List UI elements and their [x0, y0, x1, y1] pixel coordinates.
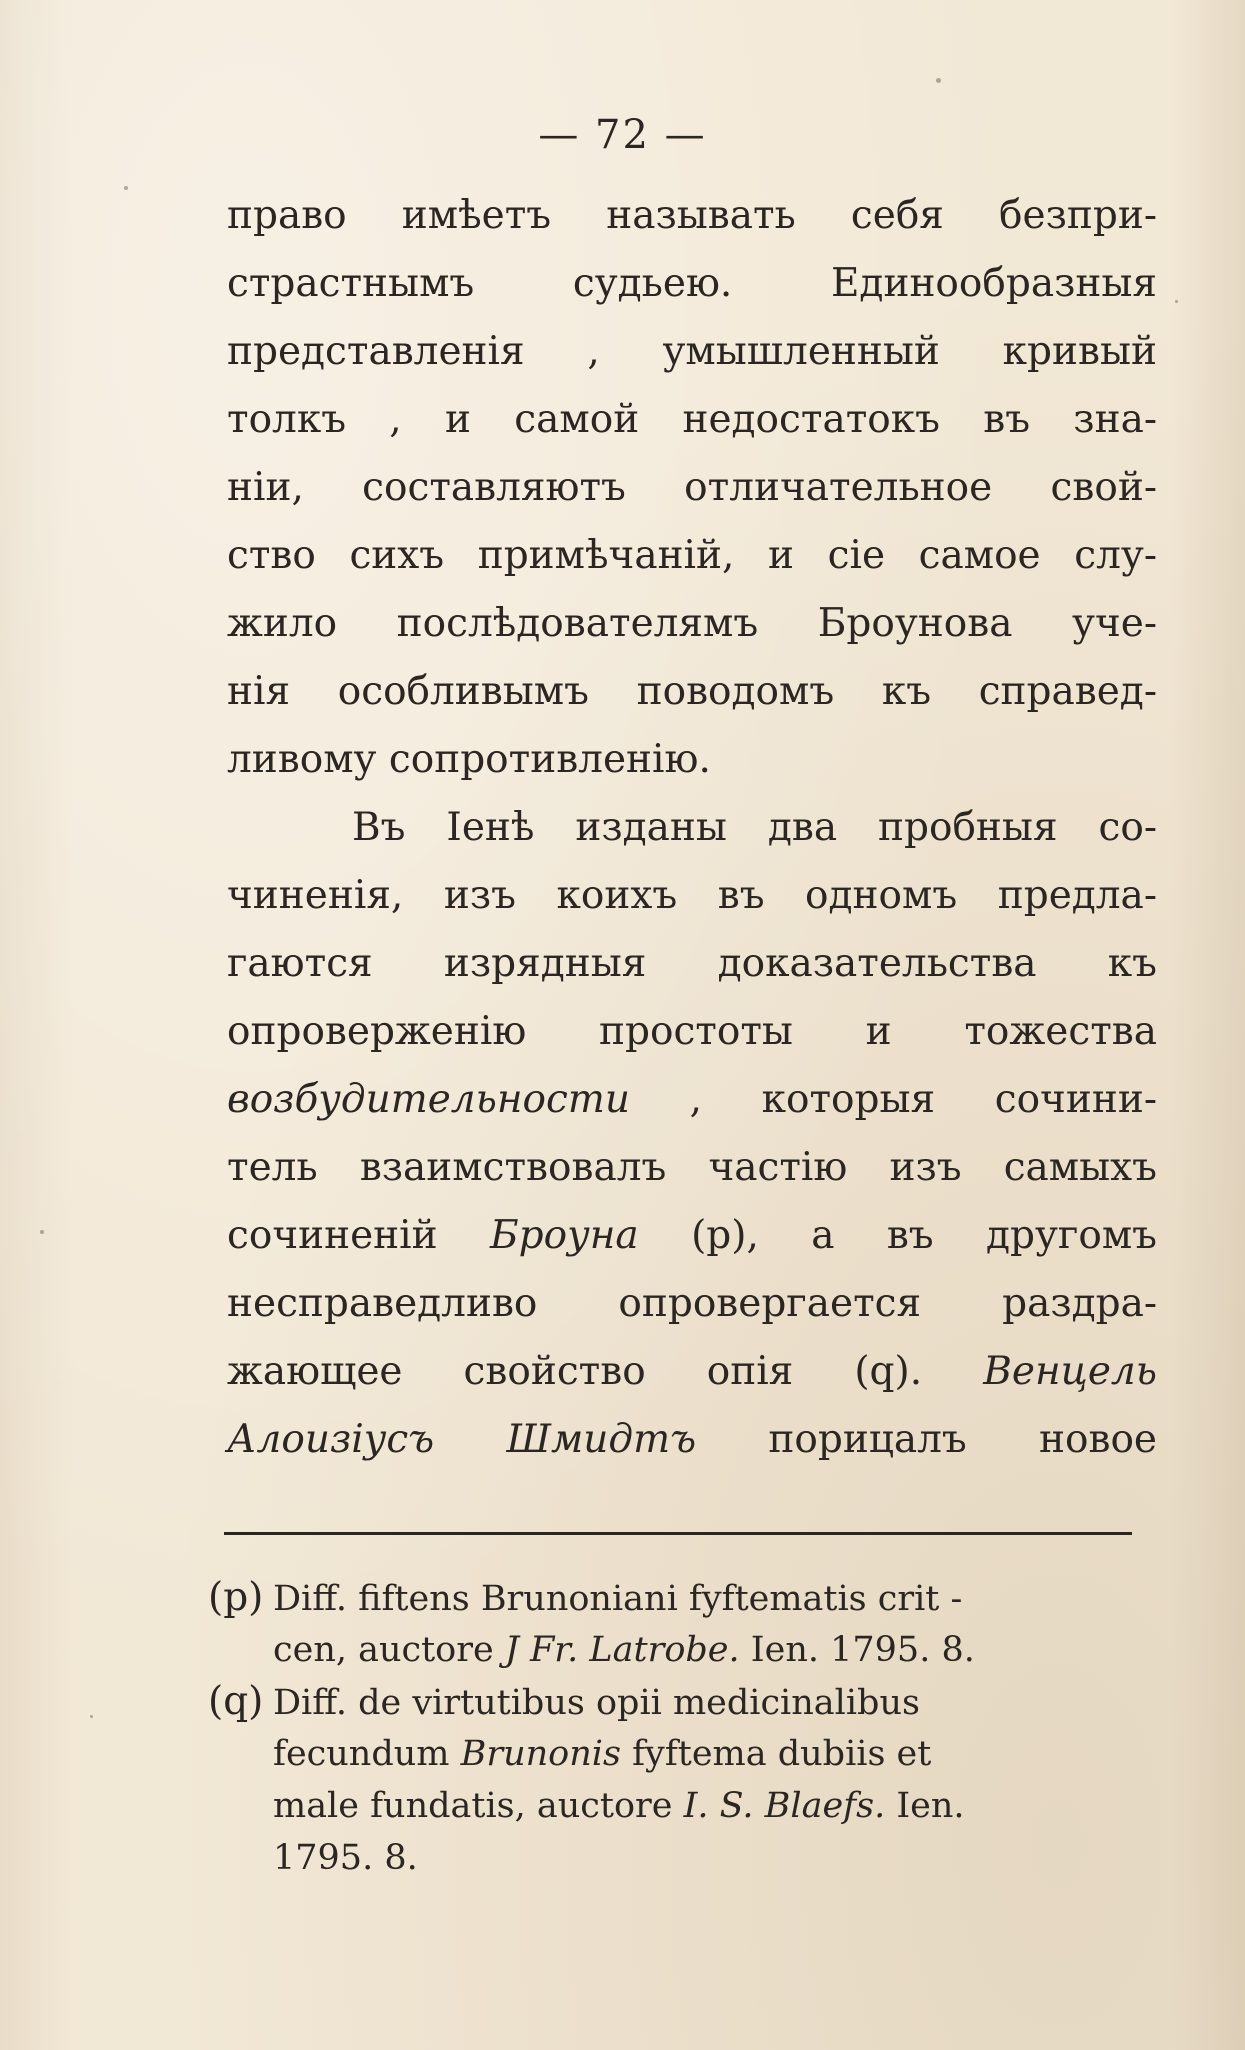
text-line: право имѣетъ называть себя безпри- — [227, 193, 1157, 238]
text-line: ство сихъ примѣчаній, и сіе самое слу- — [227, 533, 1157, 578]
text-fragment: жающее свойство опія (q). — [227, 1349, 923, 1394]
paper-speck — [90, 1715, 93, 1718]
footnote-line — [208, 1728, 1126, 1780]
footnote-author: I. S. Blaefs. — [683, 1786, 886, 1826]
text-line: ливому сопротивленію. — [227, 737, 711, 782]
text-fragment: , которыя — [629, 1077, 995, 1122]
footnote-text: Ien. 1795. 8. — [750, 1630, 975, 1670]
paper-speck — [1175, 300, 1178, 303]
footnote-text: Diff. fiftens Brunoniani fyftematis crit - — [273, 1579, 963, 1619]
text-fragment: сочини- — [994, 1077, 1157, 1122]
text-line: Въ Іенѣ изданы два пробныя со- — [352, 805, 1157, 850]
footnote-text: 1795. 8. — [273, 1838, 418, 1878]
footnote-mark: (q) — [208, 1679, 264, 1724]
footnote-line — [208, 1676, 1126, 1728]
italic-term: возбудительности — [227, 1077, 630, 1122]
italic-name: Броуна — [490, 1213, 639, 1258]
footnote-author: J Fr. Latrobe. — [504, 1630, 740, 1670]
text-line: несправедливо опровергается раздра- — [227, 1281, 1157, 1326]
text-line: гаются изрядныя доказательства къ — [227, 941, 1157, 986]
footnote-line — [208, 1572, 1126, 1624]
text-line: нія особливымъ поводомъ къ справед- — [227, 669, 1157, 714]
text-line: чиненія, изъ коихъ въ одномъ предла- — [227, 873, 1157, 918]
footnote-text: male fundatis, auctore — [273, 1786, 673, 1826]
footnote-line — [208, 1832, 1126, 1884]
footnote-text: cen, auctore — [273, 1630, 494, 1670]
text-line: толкъ , и самой недостатокъ въ зна- — [227, 397, 1157, 442]
footnote-line — [208, 1780, 1126, 1832]
footnote-text: Ien. — [896, 1786, 965, 1826]
text-fragment: (р), а въ другомъ — [691, 1213, 1157, 1258]
footnote-text: fyftema dubiis et — [632, 1734, 932, 1774]
text-line: представленія , умышленный кривый — [227, 329, 1157, 374]
page-number: — 72 — — [538, 112, 707, 158]
italic-name: Венцель — [983, 1349, 1157, 1394]
text-fragment: сочиненій — [227, 1213, 438, 1258]
text-line-mixed — [227, 1338, 1157, 1406]
paper-speck — [40, 1230, 44, 1234]
footnote-divider — [224, 1532, 1132, 1535]
text-line-mixed — [227, 1202, 1157, 1270]
paper-speck — [124, 186, 128, 190]
body-text — [227, 182, 1157, 1474]
text-fragment: порицалъ новое — [768, 1417, 1157, 1462]
text-line: страстнымъ судьею. Единообразныя — [227, 261, 1157, 306]
footnote-name: Brunonis — [460, 1734, 621, 1774]
footnote-line — [208, 1624, 1126, 1676]
text-line: жило послѣдователямъ Броунова уче- — [227, 601, 1157, 646]
italic-name: Шмидтъ — [506, 1417, 697, 1462]
text-line: опроверженію простоты и тожества — [227, 1009, 1157, 1054]
text-line-mixed — [227, 1066, 1157, 1134]
footnotes — [208, 1572, 1126, 1884]
text-line-mixed — [227, 1406, 1157, 1474]
footnote-text: fecundum — [273, 1734, 450, 1774]
paper-speck — [936, 78, 941, 83]
text-line: тель взаимствовалъ частію изъ самыхъ — [227, 1145, 1157, 1190]
footnote-text: Diff. de virtutibus opii medicinalibus — [273, 1683, 920, 1723]
footnote-mark: (р) — [208, 1575, 264, 1620]
italic-name: Алоизіусъ — [227, 1417, 435, 1462]
text-line: ніи, составляютъ отличательное свой- — [227, 465, 1157, 510]
